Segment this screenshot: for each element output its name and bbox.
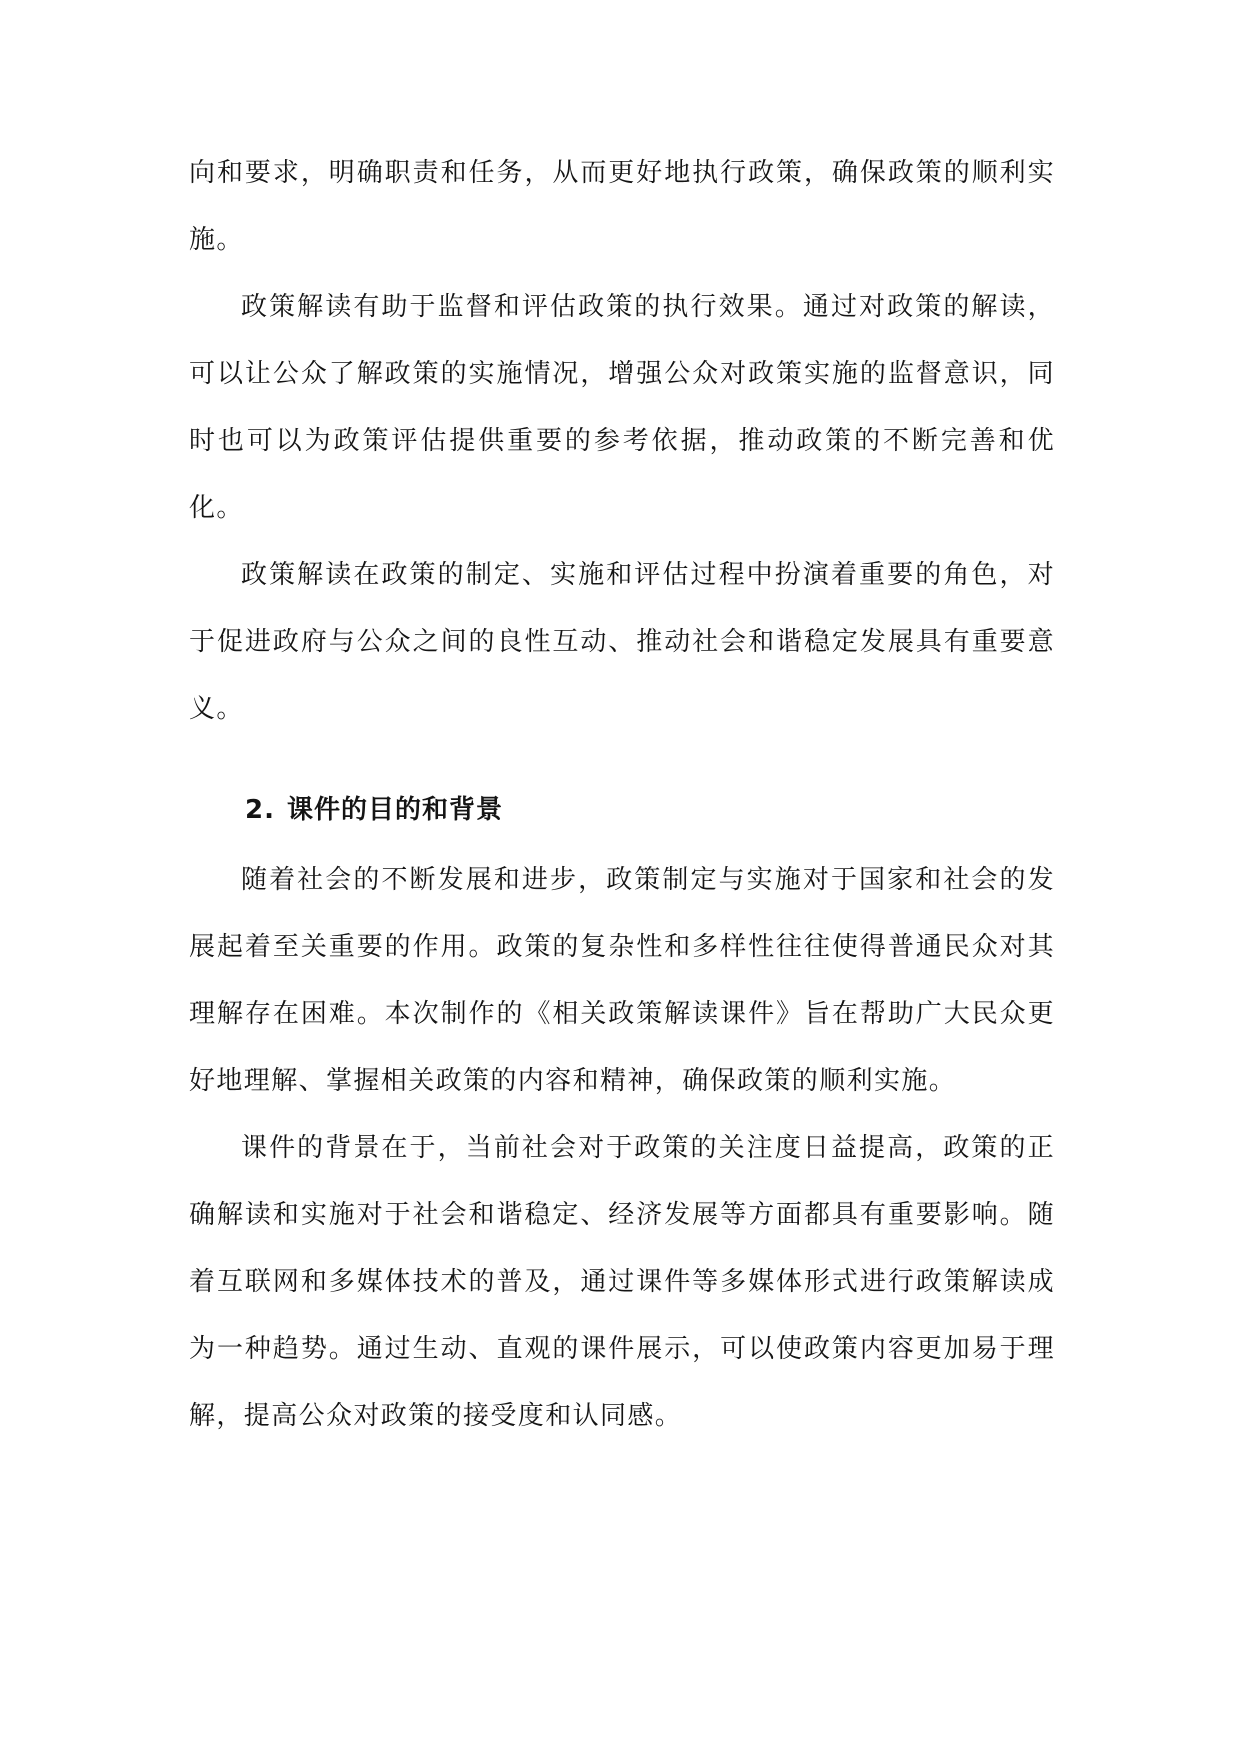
paragraph-background: 课件的背景在于，当前社会对于政策的关注度日益提高，政策的正确解读和实施对于社会和谐稳定、经济发展等方面都具有重要影响。随着互联网和多媒体技术的普及，通过课件等多媒体形式进行政策解读成为一种趋势。通过生动、直观的课件展示，可以使政策内容更加易于理解，提高公众对政策的接受度和认同感。 xyxy=(189,1133,1055,1431)
section-title: 课件的目的和背景 xyxy=(286,795,503,825)
paragraph-policy-supervision: 政策解读有助于监督和评估政策的执行效果。通过对政策的解读，可以让公众了解政策的实施情况，增强公众对政策实施的监督意识，同时也可以为政策评估提供重要的参考依据，推动政策的不断完善和优化。 xyxy=(189,292,1055,523)
section-number: 2. xyxy=(245,795,275,825)
paragraph-policy-role: 政策解读在政策的制定、实施和评估过程中扮演着重要的角色，对于促进政府与公众之间的良性互动、推动社会和谐稳定发展具有重要意义。 xyxy=(189,560,1055,724)
document-body xyxy=(189,140,1055,1450)
section-heading xyxy=(189,773,1055,847)
paragraph-purpose: 随着社会的不断发展和进步，政策制定与实施对于国家和社会的发展起着至关重要的作用。政策的复杂性和多样性往往使得普通民众对其理解存在困难。本次制作的《相关政策解读课件》旨在帮助广大民众更好地理解、掌握相关政策的内容和精神，确保政策的顺利实施。 xyxy=(189,865,1055,1096)
paragraph-continuation: 向和要求，明确职责和任务，从而更好地执行政策，确保政策的顺利实施。 xyxy=(189,158,1055,255)
